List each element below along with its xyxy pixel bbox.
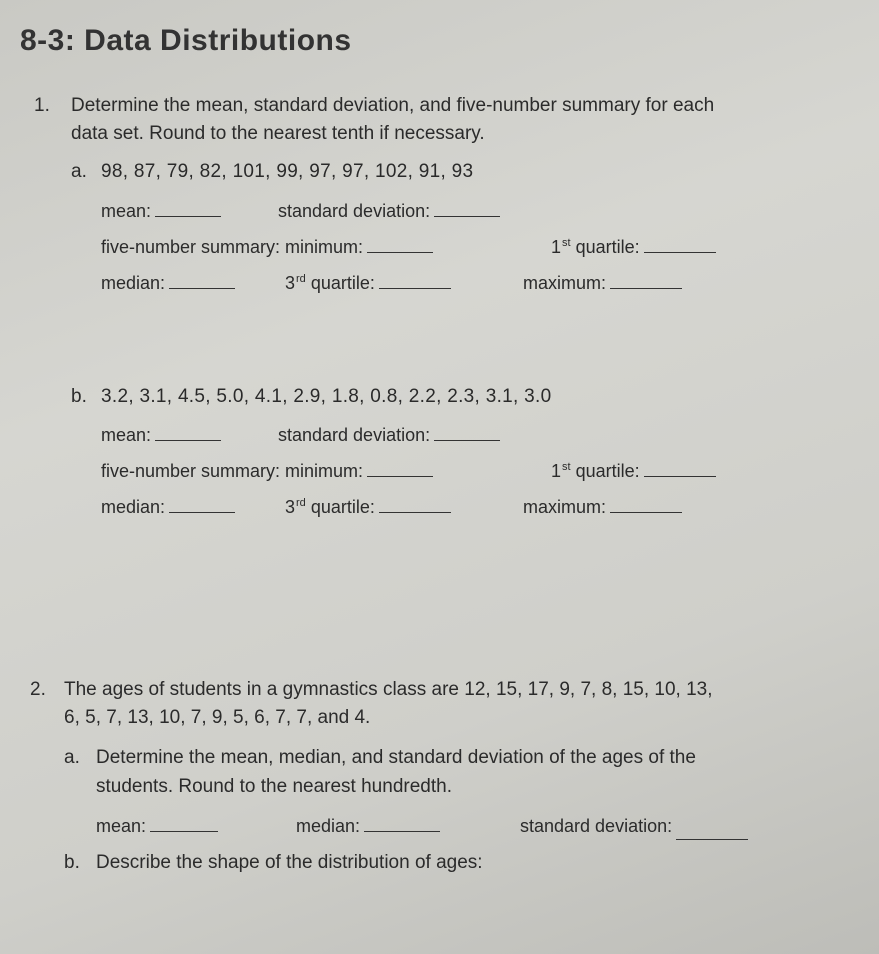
q1b-letter: b.: [71, 386, 87, 407]
q1b-std-blank[interactable]: [434, 426, 500, 441]
q2a-std-blank[interactable]: [676, 825, 748, 840]
q1a-q1-label: 1st quartile:: [551, 237, 716, 258]
q2a-letter: a.: [64, 747, 80, 768]
q1b-q1-label: 1st quartile:: [551, 461, 716, 482]
q2a-std-label: standard deviation:: [520, 816, 748, 837]
q2-number: 2.: [30, 679, 46, 700]
q1a-median-label: median:: [101, 273, 235, 294]
q1a-mean-blank[interactable]: [155, 202, 221, 217]
q1b-max-blank[interactable]: [610, 498, 682, 513]
q1a-median-blank[interactable]: [169, 274, 235, 289]
q2-prompt-line1: The ages of students in a gymnastics class are 12, 15, 17, 9, 7, 8, 15, 10, 13,: [64, 679, 713, 700]
q1a-mean-label: mean:: [101, 201, 221, 222]
q1a-min-blank[interactable]: [367, 238, 433, 253]
q1a-std-blank[interactable]: [434, 202, 500, 217]
q1b-median-blank[interactable]: [169, 498, 235, 513]
q1-prompt-line1: Determine the mean, standard deviation, and five-number summary for each: [71, 95, 715, 116]
q1b-q3-label: 3rd quartile:: [285, 497, 451, 518]
q1b-mean-blank[interactable]: [155, 426, 221, 441]
q1b-median-label: median:: [101, 497, 235, 518]
q2a-mean-label: mean:: [96, 816, 218, 837]
q1b-q1-blank[interactable]: [644, 462, 716, 477]
page-title: 8-3: Data Distributions: [20, 24, 352, 57]
q1b-min-label: five-number summary: minimum:: [101, 461, 433, 482]
q2a-median-blank[interactable]: [364, 817, 440, 832]
q2a-mean-blank[interactable]: [150, 817, 218, 832]
q1-number: 1.: [34, 95, 50, 116]
q1b-std-label: standard deviation:: [278, 425, 500, 446]
q1a-std-label: standard deviation:: [278, 201, 500, 222]
q1a-q1-blank[interactable]: [644, 238, 716, 253]
q1-prompt-line2: data set. Round to the nearest tenth if necessary.: [71, 123, 485, 144]
q1a-letter: a.: [71, 161, 87, 182]
q1a-max-blank[interactable]: [610, 274, 682, 289]
q1a-data: 98, 87, 79, 82, 101, 99, 97, 97, 102, 91, 93: [101, 161, 474, 182]
q1b-min-blank[interactable]: [367, 462, 433, 477]
q2a-line1: Determine the mean, median, and standard deviation of the ages of the: [96, 747, 696, 768]
q2-prompt-line2: 6, 5, 7, 13, 10, 7, 9, 5, 6, 7, 7, and 4.: [64, 707, 371, 728]
q1b-max-label: maximum:: [523, 497, 682, 518]
q1a-max-label: maximum:: [523, 273, 682, 294]
q2a-median-label: median:: [296, 816, 440, 837]
q1a-q3-blank[interactable]: [379, 274, 451, 289]
q1a-q3-label: 3rd quartile:: [285, 273, 451, 294]
q2b-text: Describe the shape of the distribution of ages:: [96, 852, 483, 873]
q1b-q3-blank[interactable]: [379, 498, 451, 513]
q2b-letter: b.: [64, 852, 80, 873]
q1b-mean-label: mean:: [101, 425, 221, 446]
q1b-data: 3.2, 3.1, 4.5, 5.0, 4.1, 2.9, 1.8, 0.8, 2.2, 2.3, 3.1, 3.0: [101, 386, 552, 407]
q1a-min-label: five-number summary: minimum:: [101, 237, 433, 258]
q2a-line2: students. Round to the nearest hundredth.: [96, 776, 452, 797]
